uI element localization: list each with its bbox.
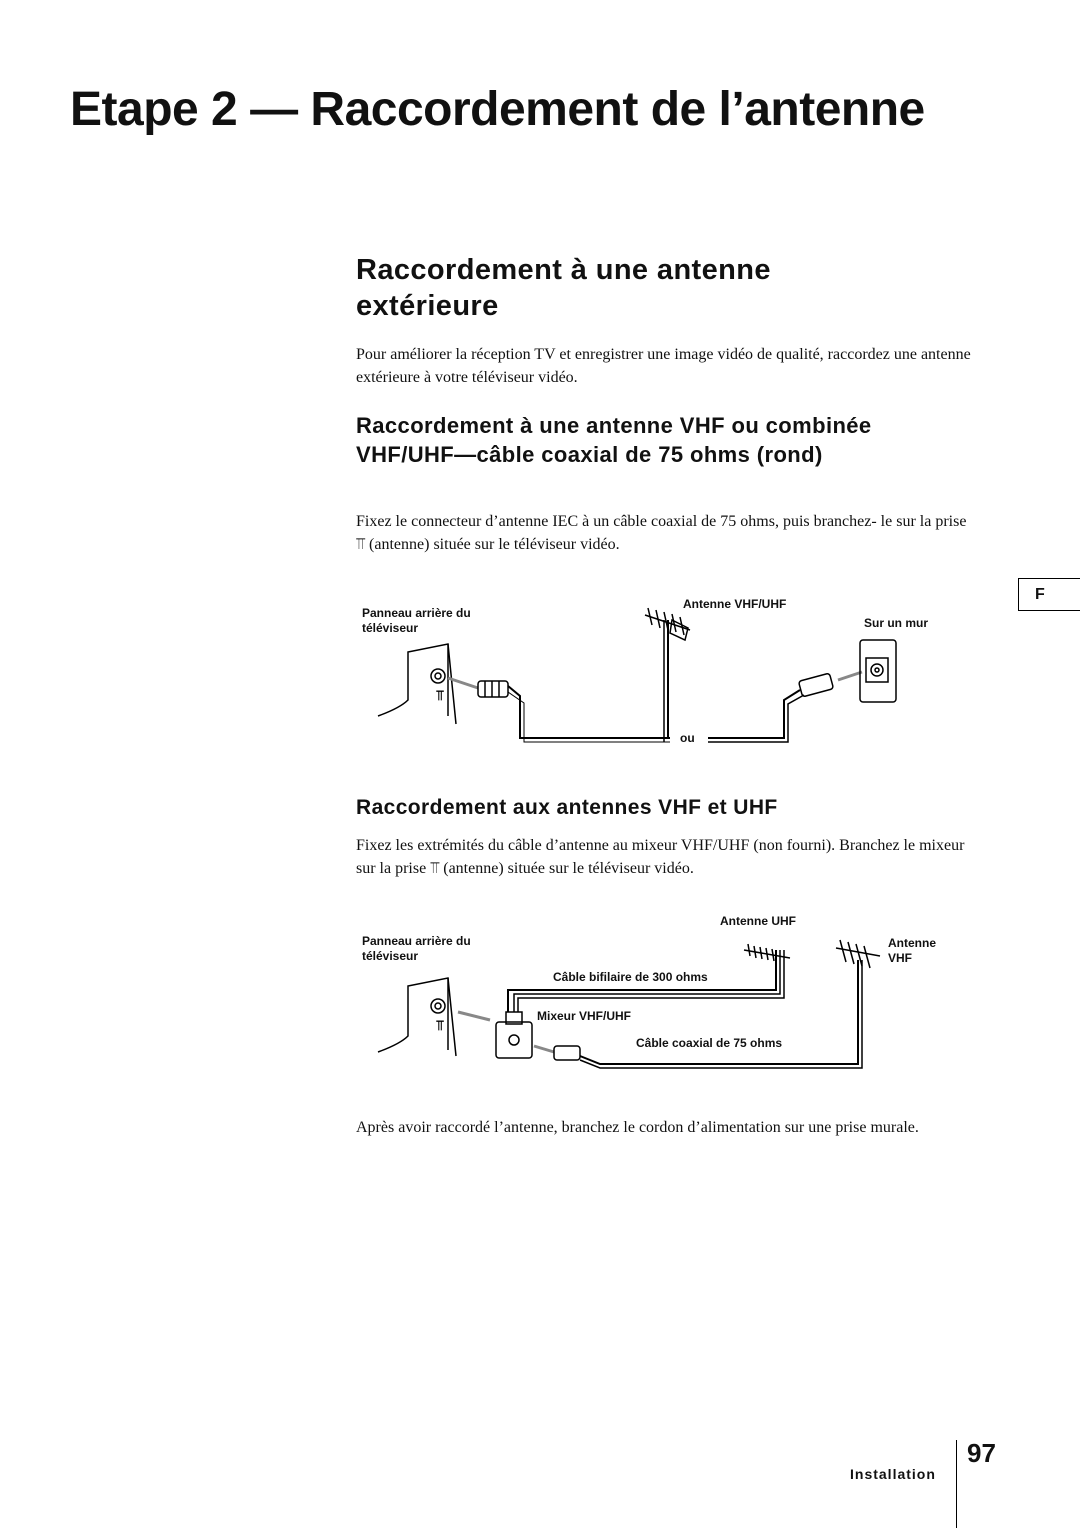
twin-lead-label: Câble bifilaire de 300 ohms [553,970,708,984]
rear-panel-label: Panneau arrière du téléviseur [362,606,471,635]
subsection-text-vhf-uhf: Fixez les extrémités du câble d’antenne au mixeur VHF/UHF (non fourni). Branchez le mixeur sur la prise ⫪ (antenne) située sur le téléviseur vidéo. [356,837,965,877]
antenna-label: Antenne VHF/UHF [683,597,787,611]
closing-text: Après avoir raccordé l’antenne, branchez le cordon d’alimentation sur une prise murale. [356,1119,919,1136]
wall-label: Sur un mur [864,616,929,630]
or-label: ou [680,731,695,745]
mixer-label: Mixeur VHF/UHF [537,1009,632,1023]
language-tab: F [1018,578,1080,611]
subsection-heading-vhf-combined: Raccordement à une antenne VHF ou combinée VHF/UHF—câble coaxial de 75 ohms (rond) [356,413,872,467]
subsection-text-vhf-combined: Fixez le connecteur d’antenne IEC à un câble coaxial de 75 ohms, puis branchez- le sur la prise ⫪ (antenne) située sur le téléviseur vidéo. [356,513,967,553]
subsection-heading-vhf-uhf: Raccordement aux antennes VHF et UHF [356,796,778,819]
coax-label: Câble coaxial de 75 ohms [636,1036,783,1050]
footer-divider [956,1440,957,1528]
page-number: 97 [967,1438,996,1468]
svg-text:⫪: ⫪ [436,1017,444,1033]
svg-text:⫪: ⫪ [436,687,444,703]
rear-panel-label-2: Panneau arrière du téléviseur [362,934,471,963]
section-intro: Pour améliorer la réception TV et enregistrer une image vidéo de qualité, raccordez une antenne extérieure à votre téléviseur vidéo. [356,346,971,386]
page-title: Etape 2 — Raccordement de l’antenne [70,83,925,136]
vhf-antenna-label: Antenne VHF [888,936,936,965]
section-heading: Raccordement à une antenne extérieure [356,254,771,322]
footer-section-label: Installation [850,1466,936,1482]
uhf-antenna-label: Antenne UHF [720,914,796,928]
